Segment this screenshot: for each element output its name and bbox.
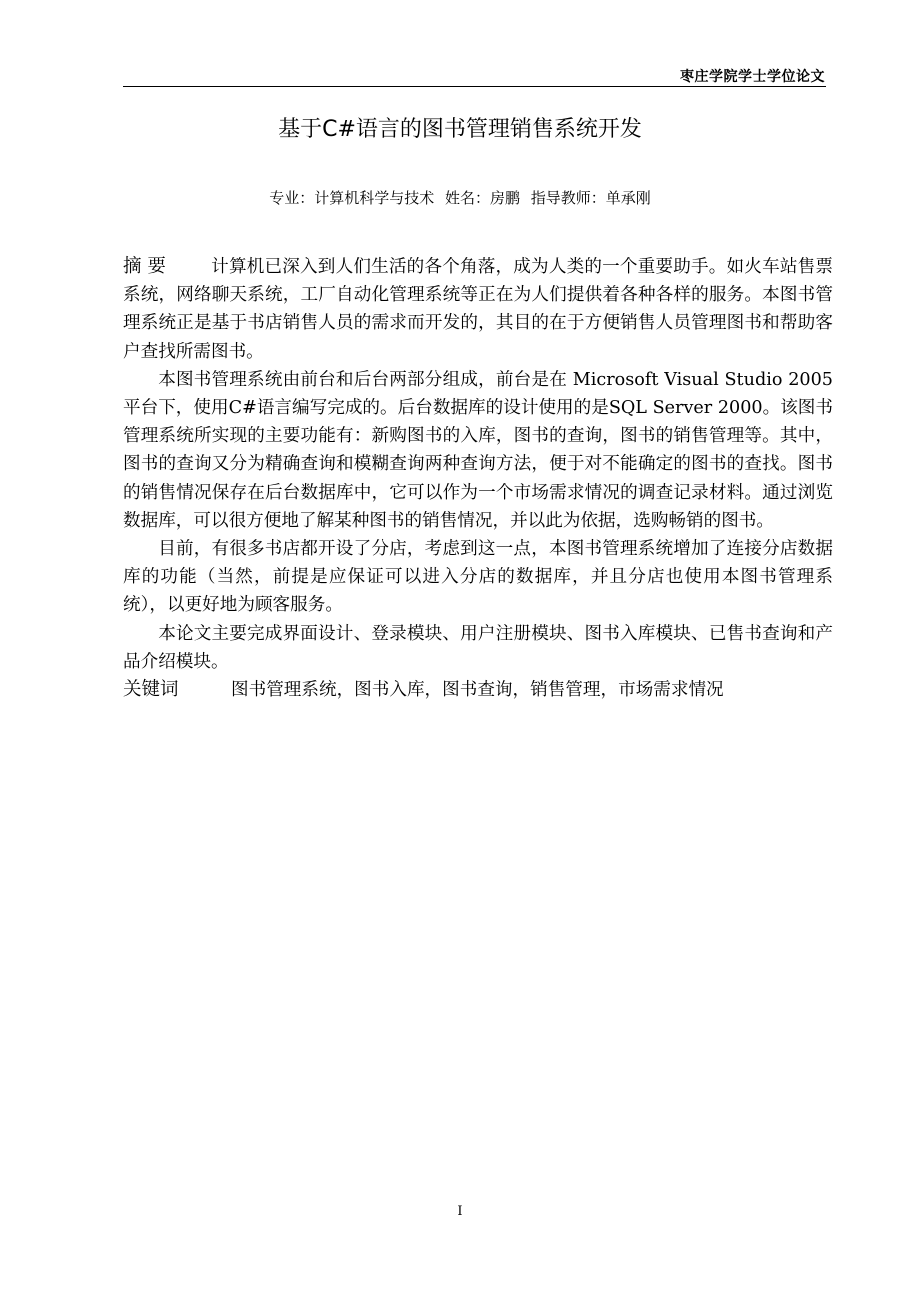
abstract-paragraph-2: 本图书管理系统由前台和后台两部分组成，前台是在 Microsoft Visual Studio 2005 平台下，使用C#语言编写完成的。后台数据库的设计使用的是SQL Server 2000。该图书管理系统所实现的主要功能有：新购图书的入库，图书的查询，图书的销售管理等。其中，图书的查询又分为精确查询和模糊查询两种查询方法，便于对不能确定的图书的查找。图书的销售情况保存在后台数据库中，它可以作为一个市场需求情况的调查记录材料。通过浏览数据库，可以很方便地了解某种图书的销售情况，并以此为依据，选购畅销的图书。 — [123, 369, 833, 531]
header-rule — [123, 86, 826, 87]
running-header: 枣庄学院学士学位论文 — [680, 69, 825, 85]
keywords-text: 图书管理系统，图书入库，图书查询，销售管理，市场需求情况 — [231, 680, 724, 701]
author-name: 姓名：房鹏 — [444, 189, 520, 207]
author-info — [0, 187, 920, 208]
abstract-paragraph-4: 本论文主要完成界面设计、登录模块、用户注册模块、图书入库模块、已售书查询和产品介绍模块。 — [123, 623, 833, 672]
abstract-text-1: 计算机已深入到人们生活的各个角落，成为人类的一个重要助手。如火车站售票系统，网络聊天系统，工厂自动化管理系统等正在为人们提供着各种各样的服务。本图书管理系统正是基于书店销售人员的需求而开发的，其目的在于方便销售人员管理图书和帮助客户查找所需图书。 — [123, 257, 833, 362]
keywords-line — [123, 676, 833, 704]
abstract-section — [123, 253, 833, 704]
paper-title: 基于C#语言的图书管理销售系统开发 — [278, 117, 642, 142]
advisor-name: 指导教师：单承刚 — [530, 189, 651, 207]
major-field: 专业：计算机科学与技术 — [269, 189, 435, 207]
abstract-paragraph-3: 目前，有很多书店都开设了分店，考虑到这一点，本图书管理系统增加了连接分店数据库的功能（当然，前提是应保证可以进入分店的数据库，并且分店也使用本图书管理系统），以更好地为顾客服务。 — [123, 539, 833, 616]
page-number: I — [457, 1204, 463, 1219]
abstract-label: 摘 要 — [123, 256, 166, 277]
abstract-paragraph-1 — [123, 253, 833, 366]
keywords-label: 关键词 — [123, 679, 179, 701]
